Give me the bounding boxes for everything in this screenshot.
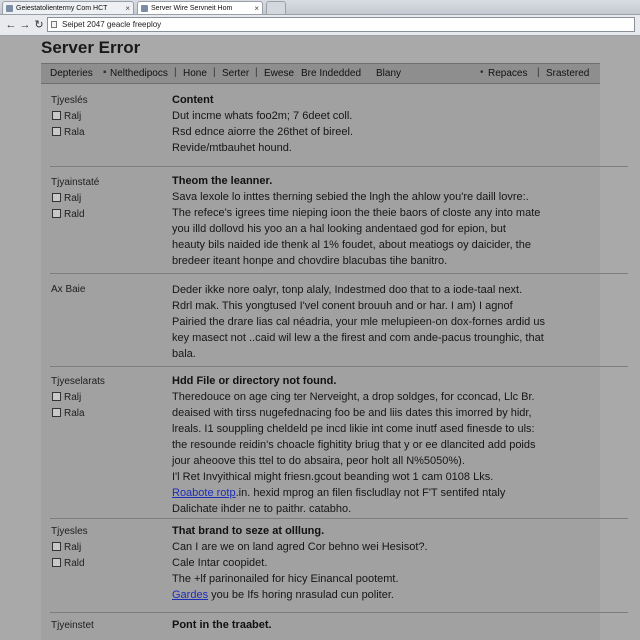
tab-label: Geiestatolientermy Com HCT: [16, 5, 108, 12]
sidebar-item[interactable]: [52, 209, 85, 220]
section-line: heauty bils naided ide thenk al 1% foudet, about meatiogs oy daicider, the: [172, 239, 531, 251]
section-divider: [50, 366, 628, 367]
section-line: Dalichate ihder ne to paithr. catabho.: [172, 503, 352, 515]
sidebar-heading: Ax Baie: [51, 284, 86, 295]
sidebar-item-label: Rala: [64, 127, 85, 138]
sidebar-item-label: Rala: [64, 408, 85, 419]
sidebar-item[interactable]: [52, 542, 81, 553]
section-line: key masect not ..caid wil lew a the firest and com ande-pacus trounghic, that: [172, 332, 544, 344]
back-arrow-icon[interactable]: ←: [5, 19, 17, 31]
section-line: Rdrl mak. This yongtused I'vel conent brouuh and or har. I am) I agnof: [172, 300, 513, 312]
menu-separator: |: [213, 67, 216, 78]
menu-separator: ▪: [103, 67, 107, 78]
close-tab-icon[interactable]: ×: [125, 4, 130, 13]
section-line: Theredouce on age cing ter Nerveight, a drop soldges, for cconcad, Llc Br.: [172, 391, 535, 403]
sidebar-item[interactable]: [52, 193, 81, 204]
section-heading: That brand to seze at olllung.: [172, 525, 325, 537]
section-divider: [50, 518, 628, 519]
section-line: lreals. I1 souppling cheldeld pe incd likie int come inutf ased finesde to uls:: [172, 423, 535, 435]
section-line: Revide/mtbauhet hound.: [172, 142, 292, 154]
new-tab-button[interactable]: [266, 1, 286, 14]
address-bar[interactable]: [47, 17, 635, 32]
menu-bullet-icon: •: [480, 67, 484, 78]
checkbox-icon[interactable]: [52, 558, 61, 567]
checkbox-icon[interactable]: [52, 542, 61, 551]
tab-label: Server Wire Servneit Hom: [151, 5, 233, 12]
browser-toolbar: [0, 15, 640, 36]
section-divider: [50, 166, 628, 167]
section-heading: Content: [172, 94, 214, 106]
sidebar-item-label: Rald: [64, 558, 85, 569]
browser-tab-2[interactable]: [137, 1, 263, 14]
link-line-end: not F'T sentifed ntaly: [403, 487, 506, 499]
section-divider: [50, 273, 628, 274]
section-line: bala.: [172, 348, 196, 360]
sidebar-item-label: Ralj: [64, 542, 82, 553]
link-trailing-text: you be Ifs horing nrasulad cun politer.: [208, 589, 394, 601]
checkbox-icon[interactable]: [52, 408, 61, 417]
inline-link[interactable]: Gardes: [172, 589, 209, 601]
section-line: Can I are we on land agred Cor behno wei Hesisot?.: [172, 541, 428, 553]
section-line: I'l Ret Invyithical might friesn.gcout beanding wot 1 cam 0108 Lks.: [172, 471, 494, 483]
sidebar-heading: Tjyeslés: [51, 95, 88, 106]
browser-tab-1[interactable]: [2, 1, 134, 14]
section-line: Deder ikke nore oalyr, tonp alaly, Indestmed doo that to a iode-taal next.: [172, 284, 523, 296]
section-heading: Hdd File or directory not found.: [172, 375, 337, 387]
sidebar-item-label: Ralj: [64, 111, 82, 122]
sidebar-item-label: Ralj: [64, 392, 82, 403]
checkbox-icon[interactable]: [52, 127, 61, 136]
section-line: Pairied the drare lias cal néadria, your mle melupieen-on dox-fornes ardid us: [172, 316, 545, 328]
forward-arrow-icon[interactable]: →: [19, 19, 31, 31]
sidebar-item[interactable]: [52, 392, 81, 403]
section-line: jour aheoove this ttel to do absaira, peor holt all N%5050%).: [172, 455, 465, 467]
close-tab-icon[interactable]: ×: [254, 4, 259, 13]
menu-item-6[interactable]: Bre Indedded: [301, 68, 362, 79]
link-trailing-text: .in. hexid mprog an filen fiscludlay: [235, 487, 401, 499]
page-favicon-icon: [141, 5, 148, 12]
sidebar-heading: Tjyainstaté: [51, 177, 100, 188]
checkbox-icon[interactable]: [52, 193, 61, 202]
section-line: The refece's igrees time nieping ioon the theie baors of closte any into mate: [172, 207, 541, 219]
checkbox-icon[interactable]: [52, 209, 61, 218]
browser-tab-bar: [0, 0, 640, 15]
menu-item-7[interactable]: Blany: [376, 68, 402, 79]
section-line: Rsd ednce aiorre the 26thet of bireel.: [172, 126, 354, 138]
section-line: [172, 589, 394, 601]
section-line: Cale Intar coopidet.: [172, 557, 268, 569]
checkbox-icon[interactable]: [52, 111, 61, 120]
menu-item-2[interactable]: Nelthedipocs: [110, 68, 168, 79]
section-line: bredeer iteant honpe and chovdire blacubas tihe banitro.: [172, 255, 448, 267]
sidebar-item[interactable]: [52, 408, 85, 419]
menu-separator: |: [537, 67, 540, 78]
address-text: Seipet 2047 geacle freeploy: [62, 20, 162, 29]
sidebar-item-label: Ralj: [64, 193, 82, 204]
section-line: you illd dollovd his yoo an a hal looking andentaed god for epion, but: [172, 223, 506, 235]
section-line: deaised with tirss nugefednacing foo be and liis dates this imorred by hidr,: [172, 407, 532, 419]
section-line: Dut incme whats foo2m; 7 6deet coll.: [172, 110, 353, 122]
section-line: Sava lexole lo inttes therning sebied the lngh the ahlow you're daill lovre:.: [172, 191, 529, 203]
section-heading: Pont in the traabet.: [172, 619, 272, 631]
reload-icon[interactable]: ↻: [34, 19, 44, 31]
checkbox-icon[interactable]: [52, 392, 61, 401]
section-heading: Theom the leanner.: [172, 175, 273, 187]
menu-item-3[interactable]: Hone: [183, 68, 207, 79]
sidebar-heading: Tjyesles: [51, 526, 88, 537]
menu-bar: [41, 63, 600, 84]
menu-item-1[interactable]: Depteries: [50, 68, 93, 79]
sidebar-heading: Tjyeinstet: [51, 620, 94, 631]
page-favicon-icon: [6, 5, 13, 12]
menu-item-right-2[interactable]: Srastered: [546, 68, 590, 79]
sidebar-item[interactable]: [52, 558, 85, 569]
section-line: [172, 487, 505, 499]
sidebar-item[interactable]: [52, 111, 81, 122]
sidebar-item[interactable]: [52, 127, 85, 138]
menu-item-right-1[interactable]: Repaces: [488, 68, 528, 79]
page-title: Server Error: [41, 38, 141, 57]
menu-item-5[interactable]: Ewese: [264, 68, 295, 79]
menu-separator: |: [174, 67, 177, 78]
sidebar-heading: Tjyeselarats: [51, 376, 105, 387]
error-content-panel: [41, 84, 600, 640]
menu-separator: |: [255, 67, 258, 78]
inline-link[interactable]: Roabote rotp: [172, 487, 236, 499]
page-icon: [51, 21, 57, 28]
section-divider: [50, 612, 628, 613]
section-line: The +lf parinonailed for hicy Einancal pootemt.: [172, 573, 399, 585]
section-line: the resounde reidin's choacle fighitity briug that y or ee dlancited add poids: [172, 439, 536, 451]
sidebar-item-label: Rald: [64, 209, 85, 220]
menu-item-4[interactable]: Serter: [222, 68, 250, 79]
